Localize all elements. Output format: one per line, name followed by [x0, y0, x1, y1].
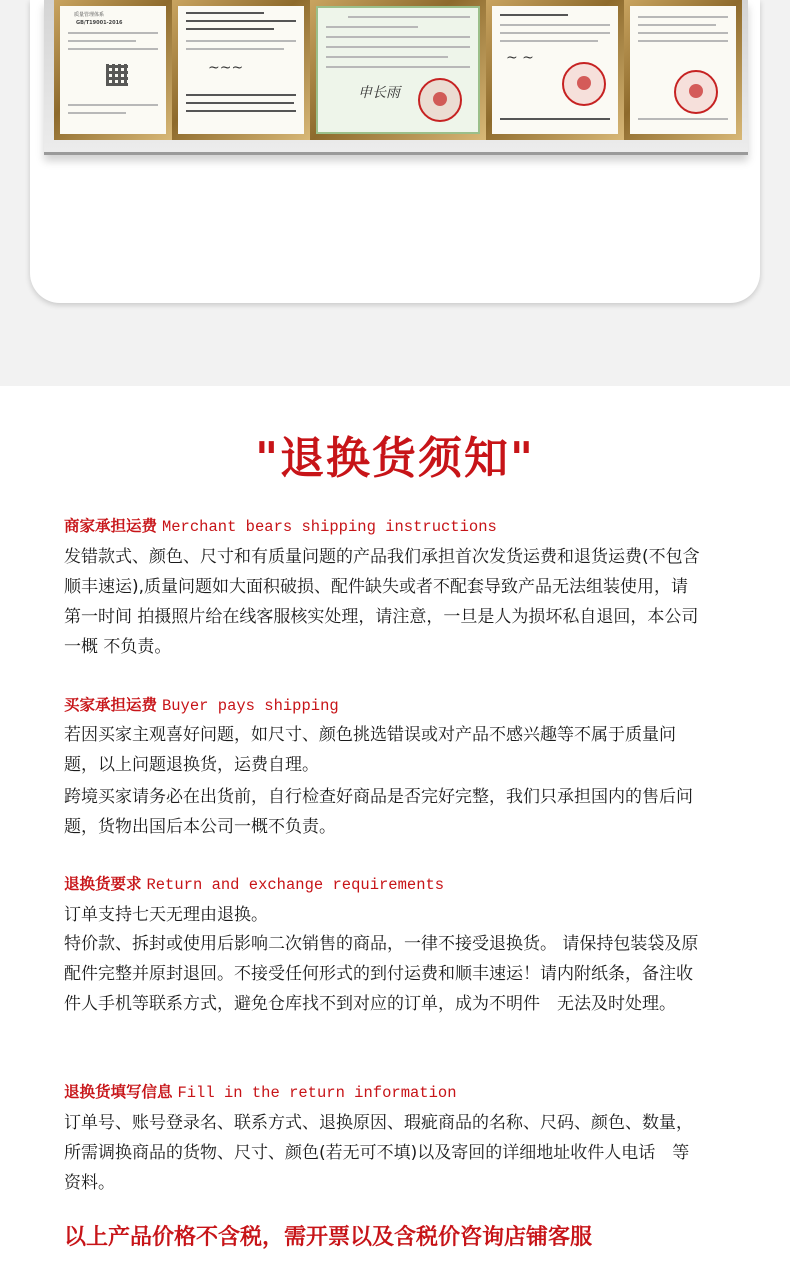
section-heading-en: Buyer pays shipping: [161, 697, 339, 715]
section-paragraph: 订单支持七天无理由退换。: [64, 905, 268, 925]
signature-icon: ~ ~: [506, 50, 534, 66]
notice-title: "退换货须知": [255, 433, 535, 484]
return-notice-section: [0, 386, 790, 1285]
section-heading-en: Fill in the return information: [177, 1084, 457, 1102]
signature-icon: ~~~: [208, 60, 244, 76]
section-paragraph: 订单号、账号登录名、联系方式、退换原因、瑕疵商品的名称、尺码、颜色、数量， 所需调换商品的货物、尺寸、颜色(若无可不填)以及寄回的详细地址收件人电话 等资料。: [64, 1113, 693, 1193]
certificate-iso: 质量管理体系 GB/T19001-2016: [54, 0, 172, 140]
certificate-patent-1: [310, 0, 486, 140]
tax-note: 以上产品价格不含税，需开票以及含税价咨询店铺客服: [64, 1225, 593, 1250]
certificate-patent-2: [486, 0, 624, 140]
section-paragraph: 发错款式、颜色、尺寸和有质量问题的产品我们承担首次发货运费和退货运费(不包含顺丰速运),质量问题如大面积破损、配件缺失或者不配套导致产品无法组装使用，请第一时间 拍摄照片给在线客服核实处理，请注意，一旦是人为损坏私自退回，本公司一概 不负责。: [64, 547, 700, 657]
certificate-patent-3: [624, 0, 742, 140]
seal-icon: [674, 70, 718, 114]
section-heading-en: Return and exchange requirements: [146, 876, 445, 894]
section-heading-cn: 退换货填写信息: [64, 1083, 173, 1101]
section-paragraph: 跨境买家请务必在出货前，自行检查好商品是否完好完整，我们只承担国内的售后问题，货物出国后本公司一概不负责。: [64, 787, 693, 837]
section-heading-en: Merchant bears shipping instructions: [161, 518, 497, 536]
section-heading-merchant-shipping: [64, 514, 497, 536]
section-heading-return-requirements: [64, 872, 444, 894]
qr-code-icon: [106, 64, 128, 86]
section-heading-buyer-shipping: [64, 693, 339, 715]
section-heading-cn: 退换货要求: [64, 875, 142, 893]
section-paragraph: 若因买家主观喜好问题，如尺寸、颜色挑选错误或对产品不感兴趣等不属于质量问题，以上问题退换货，运费自理。: [64, 725, 676, 775]
seal-icon: [418, 78, 462, 122]
section-heading-return-info: [64, 1080, 457, 1102]
section-heading-cn: 买家承担运费: [64, 696, 158, 714]
certificate-test-report: [172, 0, 310, 140]
section-heading-cn: 商家承担运费: [64, 517, 158, 535]
section-paragraph: 特价款、拆封或使用后影响二次销售的商品，一律不接受退换货。 请保持包装袋及原配件完整并原封退回。不接受任何形式的到付运费和顺丰速运！请内附纸条，备注收件人手机等联系方式，避免仓库找不到对应的订单，成为不明件 无法及时处理。: [64, 934, 699, 1014]
certificate-iso-number: GB/T19001-2016: [76, 20, 123, 26]
signature-icon: 申长雨: [358, 85, 400, 101]
seal-icon: [562, 62, 606, 106]
certificate-shelf: [44, 0, 748, 155]
